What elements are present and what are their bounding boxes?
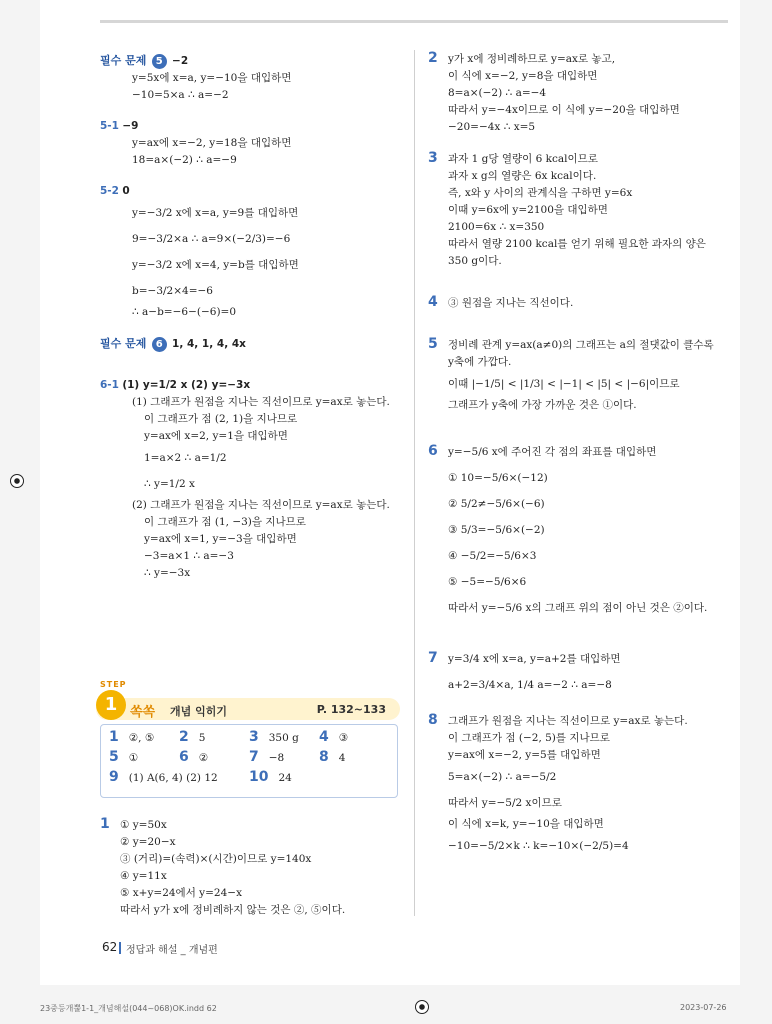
question-number: 2 bbox=[428, 50, 438, 66]
sub-problem-label: 5-2 bbox=[100, 185, 119, 197]
solution-line: (2) 그래프가 원점을 지나는 직선이므로 y=ax로 놓는다. bbox=[132, 499, 390, 511]
answer-cell: 6 ② bbox=[179, 749, 209, 765]
step-title: 개념 익히기 bbox=[170, 705, 227, 718]
solution-line: 8=a×(−2) ∴ a=−4 bbox=[448, 87, 547, 99]
answer-cell: 5 ① bbox=[109, 749, 139, 765]
solution-line: 이때 y=6x에 y=2100을 대입하면 bbox=[448, 204, 608, 216]
question-7: 7 y=3/4 x에 x=a, y=a+2를 대입하면 bbox=[428, 645, 733, 672]
solution-line: y=ax에 x=−2, y=5를 대입하면 bbox=[448, 749, 601, 761]
solution-line: ② y=20−x bbox=[120, 836, 176, 848]
solution-line: y=−3/2 x에 x=a, y=9를 대입하면 bbox=[132, 207, 299, 219]
solution-line: 18=a×(−2) ∴ a=−9 bbox=[132, 154, 237, 166]
page-number: 62 bbox=[102, 940, 118, 954]
section-title: 정답과 해설 _ 개념편 bbox=[126, 945, 218, 956]
solution-line: y축에 가깝다. bbox=[448, 356, 512, 368]
question-1 bbox=[100, 816, 405, 919]
solution-line: 350 g이다. bbox=[448, 255, 502, 267]
question-3: 3 과자 1 g당 열량이 6 kcal이므로 bbox=[428, 150, 598, 166]
solution-line: −3=a×1 ∴ a=−3 bbox=[144, 550, 234, 562]
solution-line: y=ax에 x=2, y=1을 대입하면 bbox=[144, 430, 288, 442]
solution-line: 과자 x g의 열량은 6x kcal이다. bbox=[448, 170, 597, 182]
question-number: 7 bbox=[428, 650, 438, 666]
answer-cell: 2 5 bbox=[179, 729, 206, 745]
solution-line: y=ax에 x=−2, y=18을 대입하면 bbox=[132, 137, 292, 149]
solution-line: ① 10=−5/6×(−12) bbox=[448, 472, 548, 484]
left-column bbox=[100, 52, 405, 582]
solution-line: 따라서 열량 2100 kcal를 얻기 위해 필요한 과자의 양은 bbox=[448, 238, 706, 250]
solution-line: −20=−4x ∴ x=5 bbox=[448, 121, 536, 133]
answer-cell: 10 24 bbox=[249, 769, 292, 785]
column-divider bbox=[414, 50, 415, 916]
required-problem-label: 필수 문제 bbox=[100, 54, 147, 67]
answer-cell: 3 350 g bbox=[249, 729, 299, 745]
answer-cell: 9 (1) A(6, 4) (2) 12 bbox=[109, 769, 218, 785]
answer: 1, 4, 1, 4, 4x bbox=[172, 338, 246, 350]
solution-line: 1=a×2 ∴ a=1/2 bbox=[144, 452, 227, 464]
question-number: 3 bbox=[428, 150, 438, 166]
answer: 0 bbox=[122, 185, 130, 197]
solution-line: (1) 그래프가 원점을 지나는 직선이므로 y=ax로 놓는다. bbox=[132, 396, 390, 408]
question-5: 5 정비례 관계 y=ax(a≠0)의 그래프는 a의 절댓값이 클수록 bbox=[428, 336, 714, 352]
question-number: 1 bbox=[100, 816, 110, 832]
top-rule bbox=[100, 20, 728, 23]
solution-line: ∴ y=1/2 x bbox=[144, 478, 195, 490]
solution-line: ⑤ x+y=24에서 y=24−x bbox=[120, 887, 242, 899]
solution-line: −10=5×a ∴ a=−2 bbox=[132, 89, 229, 101]
solution-line: ④ y=11x bbox=[120, 870, 167, 882]
solution-line: 2100=6x ∴ x=350 bbox=[448, 221, 545, 233]
solution-line: ∴ a−b=−6−(−6)=0 bbox=[132, 306, 237, 318]
solution-line: 1 ① y=50x bbox=[100, 816, 167, 832]
question-6: 6 y=−5/6 x에 주어진 각 점의 좌표를 대입하면 bbox=[428, 438, 733, 465]
solution-line: a+2=3/4×a, 1/4 a=−2 ∴ a=−8 bbox=[448, 679, 612, 691]
answer: −2 bbox=[172, 55, 189, 67]
step-word: STEP bbox=[100, 680, 127, 689]
question-2: 2 y가 x에 정비례하므로 y=ax로 놓고, bbox=[428, 50, 616, 66]
footer-divider bbox=[119, 942, 121, 954]
sub-problem-6-1-heading bbox=[100, 377, 405, 394]
solution-line: 따라서 y=−5/2 x이므로 bbox=[448, 797, 562, 809]
step-number-badge: 1 bbox=[96, 690, 126, 720]
question-number: 5 bbox=[428, 336, 438, 352]
solution-line: ③ (거리)=(속력)×(시간)이므로 y=140x bbox=[120, 853, 312, 865]
sub-problem-label: 5-1 bbox=[100, 120, 119, 132]
print-filename: 23중등개뿔1-1_개념해설(044~068)OK.indd 62 bbox=[40, 1004, 217, 1013]
solution-line: ∴ y=−3x bbox=[144, 567, 191, 579]
solution-line: 이 그래프가 점 (2, 1)을 지나므로 bbox=[144, 413, 298, 425]
solution-line: ③ 5/3=−5/6×(−2) bbox=[448, 524, 545, 536]
question-4: 4 ③ 원점을 지나는 직선이다. bbox=[428, 294, 574, 310]
sub-problem-5-1-heading bbox=[100, 118, 405, 135]
answer-cell: 8 4 bbox=[319, 749, 346, 765]
solution-line: 따라서 y=−4x이므로 이 식에 y=−20을 대입하면 bbox=[448, 104, 680, 116]
solution-line: ② 5/2≠−5/6×(−6) bbox=[448, 498, 545, 510]
solution-line: 이 그래프가 점 (−2, 5)를 지나므로 bbox=[448, 732, 610, 744]
solution-line: 즉, x와 y 사이의 관계식을 구하면 y=6x bbox=[448, 187, 633, 199]
answer-grid bbox=[100, 724, 398, 798]
solution-line: 이 그래프가 점 (1, −3)을 지나므로 bbox=[144, 516, 306, 528]
problem-number-badge: 6 bbox=[152, 337, 167, 352]
right-column bbox=[428, 50, 733, 859]
answer: −9 bbox=[122, 120, 139, 132]
answer: (1) y=1/2 x (2) y=−3x bbox=[122, 379, 251, 391]
sub-problem-label: 6-1 bbox=[100, 379, 119, 391]
solution-line: 이때 |−1/5| < |1/3| < |−1| < |5| < |−6|이므로 bbox=[448, 378, 680, 390]
step-page-range: P. 132~133 bbox=[316, 703, 386, 716]
question-number: 4 bbox=[428, 294, 438, 310]
solution-line: b=−3/2×4=−6 bbox=[132, 285, 213, 297]
solution-line: −10=−5/2×k ∴ k=−10×(−2/5)=4 bbox=[448, 840, 629, 852]
registration-mark-icon bbox=[10, 474, 24, 488]
solution-line: ④ −5/2=−5/6×3 bbox=[448, 550, 537, 562]
question-number: 8 bbox=[428, 712, 438, 728]
solution-line: ⑤ −5=−5/6×6 bbox=[448, 576, 527, 588]
step-1-summary-box bbox=[96, 680, 400, 798]
solution-line: 따라서 y가 x에 정비례하지 않는 것은 ②, ⑤이다. bbox=[120, 904, 346, 916]
solution-line: y=−3/2 x에 x=4, y=b를 대입하면 bbox=[132, 259, 299, 271]
question-8: 8 그래프가 원점을 지나는 직선이므로 y=ax로 놓는다. bbox=[428, 712, 688, 728]
answer-cell: 4 ③ bbox=[319, 729, 349, 745]
solution-line: 이 식에 x=−2, y=8을 대입하면 bbox=[448, 70, 598, 82]
step-title-emphasis: 쏙쏙 bbox=[130, 705, 156, 720]
solution-line: 이 식에 x=k, y=−10을 대입하면 bbox=[448, 818, 604, 830]
solution-line: 5=a×(−2) ∴ a=−5/2 bbox=[448, 771, 557, 783]
solution-line: 따라서 y=−5/6 x의 그래프 위의 점이 아닌 것은 ②이다. bbox=[448, 602, 708, 614]
solution-line: y=5x에 x=a, y=−10을 대입하면 bbox=[132, 72, 292, 84]
question-number: 6 bbox=[428, 443, 438, 459]
solution-line: y=ax에 x=1, y=−3을 대입하면 bbox=[144, 533, 297, 545]
problem-number-badge: 5 bbox=[152, 54, 167, 69]
answer-cell: 7 −8 bbox=[249, 749, 285, 765]
print-date: 2023-07-26 bbox=[680, 1003, 727, 1012]
solution-line: 그래프가 y축에 가장 가까운 것은 ①이다. bbox=[448, 399, 637, 411]
required-problem-label: 필수 문제 bbox=[100, 337, 147, 350]
solution-line: 9=−3/2×a ∴ a=9×(−2/3)=−6 bbox=[132, 233, 291, 245]
problem-5-heading bbox=[100, 52, 405, 70]
sub-problem-5-2-heading bbox=[100, 183, 405, 200]
registration-mark-icon bbox=[415, 1000, 429, 1014]
problem-6-heading bbox=[100, 335, 405, 353]
answer-cell: 1 ②, ⑤ bbox=[109, 729, 155, 745]
